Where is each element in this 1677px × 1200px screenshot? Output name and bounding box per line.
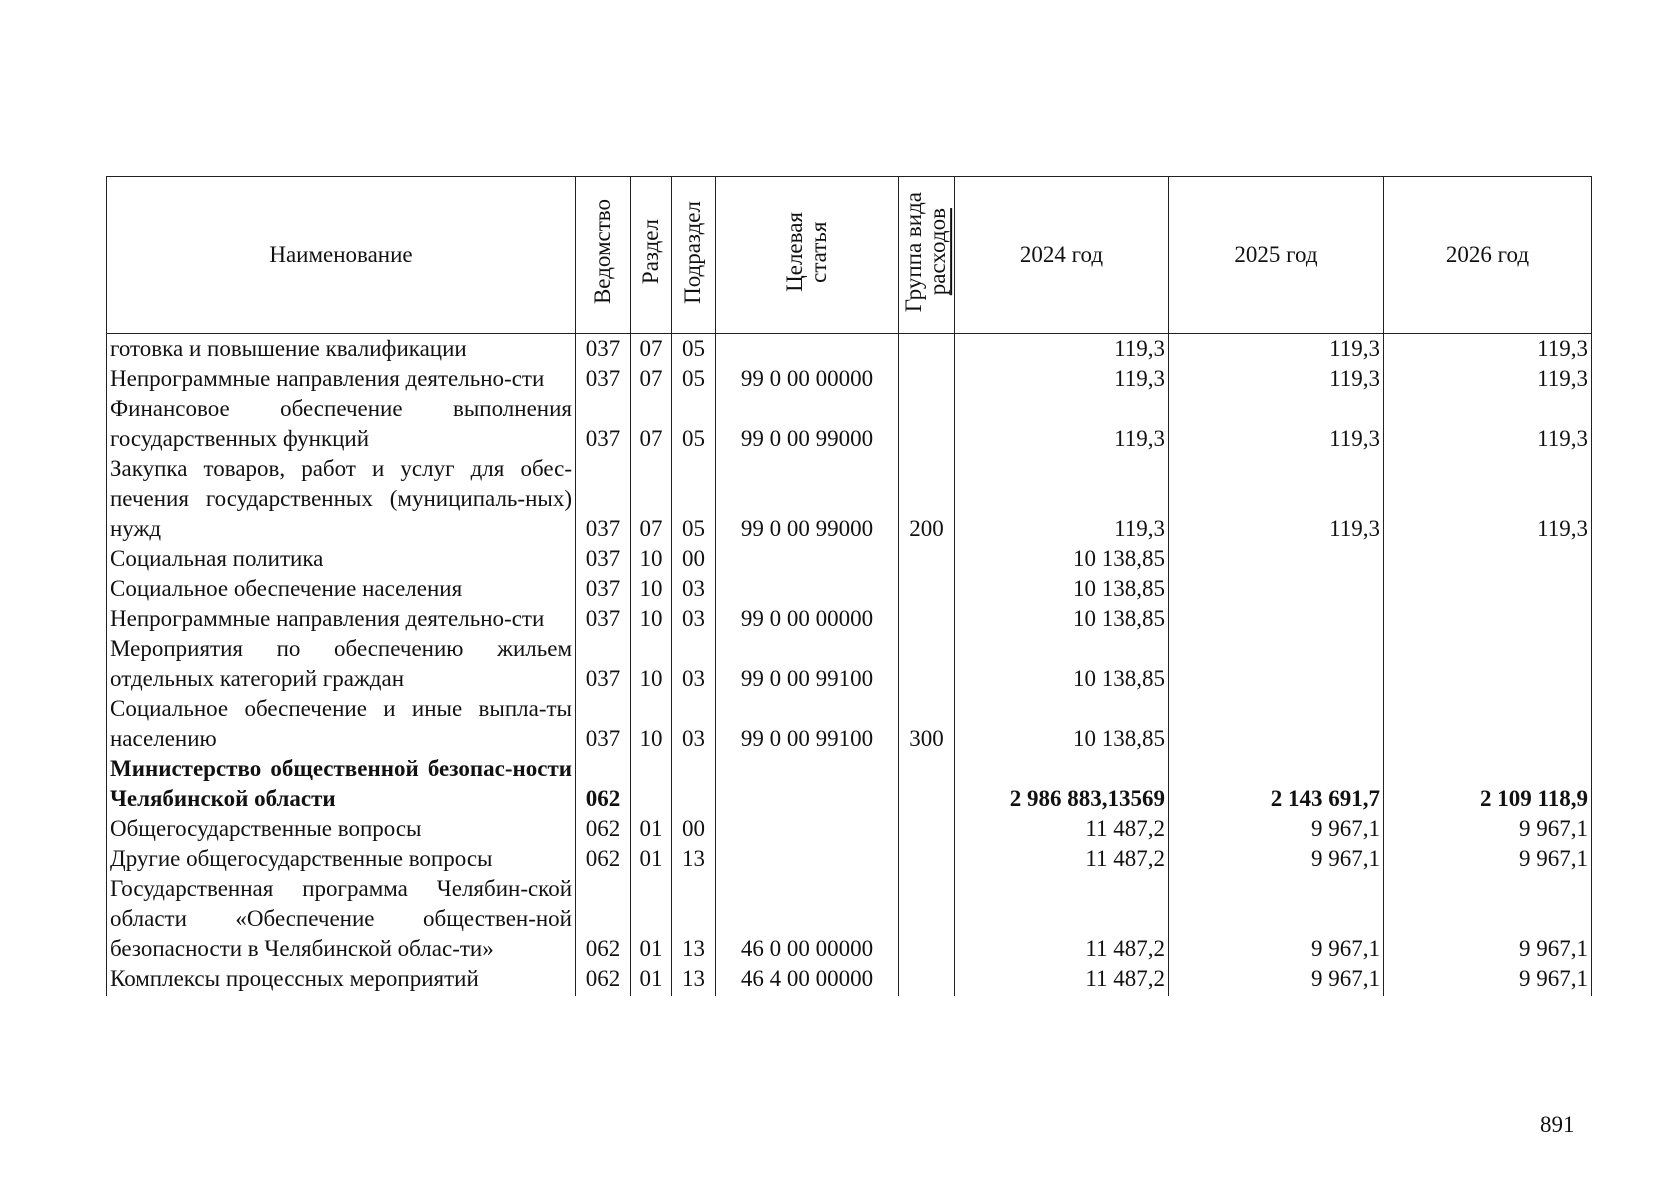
cell-2025: 9 967,1 <box>1169 964 1384 996</box>
cell-2025 <box>1169 634 1384 694</box>
cell-2026: 9 967,1 <box>1384 814 1592 844</box>
cell-2026: 9 967,1 <box>1384 964 1592 996</box>
cell-2025: 119,3 <box>1169 334 1384 365</box>
cell-celevaya-statya: 99 0 00 99000 <box>716 454 899 544</box>
cell-celevaya-statya: 46 0 00 00000 <box>716 874 899 964</box>
cell-2025: 9 967,1 <box>1169 874 1384 964</box>
cell-2025 <box>1169 694 1384 754</box>
cell-2024: 10 138,85 <box>955 634 1169 694</box>
cell-razdel: 10 <box>631 694 672 754</box>
cell-razdel: 10 <box>631 574 672 604</box>
cell-2025: 119,3 <box>1169 394 1384 454</box>
cell-name: Социальное обеспечение и иные выпла-ты населению <box>107 694 576 754</box>
table-row <box>107 454 1592 544</box>
cell-razdel: 01 <box>631 964 672 996</box>
cell-podrazdel: 00 <box>672 814 716 844</box>
cell-podrazdel: 03 <box>672 604 716 634</box>
header-podrazdel: Подраздел <box>672 177 716 334</box>
cell-2024: 119,3 <box>955 364 1169 394</box>
cell-razdel: 10 <box>631 544 672 574</box>
cell-2024: 10 138,85 <box>955 604 1169 634</box>
cell-name: Государственная программа Челябин-ской области «Обеспечение обществен-ной безопасности в Челябинской облас-ти» <box>107 874 576 964</box>
cell-2025: 119,3 <box>1169 454 1384 544</box>
header-2025: 2025 год <box>1169 177 1384 334</box>
table-row <box>107 634 1592 694</box>
cell-podrazdel: 13 <box>672 844 716 874</box>
cell-gruppa <box>899 874 955 964</box>
cell-name: Закупка товаров, работ и услуг для обес-печения государственных (муниципаль-ных) нужд <box>107 454 576 544</box>
cell-gruppa <box>899 334 955 365</box>
table-row <box>107 814 1592 844</box>
cell-vedomstvo: 037 <box>576 694 631 754</box>
cell-name: Мероприятия по обеспечению жильем отдельных категорий граждан <box>107 634 576 694</box>
header-2026: 2026 год <box>1384 177 1592 334</box>
cell-celevaya-statya: 46 4 00 00000 <box>716 964 899 996</box>
table-body <box>107 334 1592 997</box>
header-gruppa-vida-rashodov: Группа вида расходов <box>899 177 955 334</box>
cell-razdel: 07 <box>631 334 672 365</box>
cell-name: Социальная политика <box>107 544 576 574</box>
table-row <box>107 604 1592 634</box>
cell-2026: 119,3 <box>1384 334 1592 365</box>
cell-celevaya-statya: 99 0 00 99000 <box>716 394 899 454</box>
cell-celevaya-statya: 99 0 00 00000 <box>716 364 899 394</box>
cell-2024: 11 487,2 <box>955 964 1169 996</box>
cell-2024: 11 487,2 <box>955 814 1169 844</box>
cell-razdel: 01 <box>631 874 672 964</box>
cell-podrazdel: 05 <box>672 334 716 365</box>
cell-podrazdel: 00 <box>672 544 716 574</box>
cell-podrazdel: 03 <box>672 634 716 694</box>
cell-vedomstvo: 062 <box>576 874 631 964</box>
cell-gruppa <box>899 754 955 814</box>
table-row <box>107 394 1592 454</box>
cell-name: готовка и повышение квалификации <box>107 334 576 365</box>
cell-gruppa <box>899 964 955 996</box>
cell-gruppa <box>899 574 955 604</box>
cell-name: Непрограммные направления деятельно-сти <box>107 604 576 634</box>
page-number: 891 <box>1540 1112 1575 1137</box>
cell-podrazdel: 03 <box>672 694 716 754</box>
cell-2024: 11 487,2 <box>955 844 1169 874</box>
table-row <box>107 364 1592 394</box>
table-row <box>107 694 1592 754</box>
cell-podrazdel: 05 <box>672 394 716 454</box>
cell-gruppa <box>899 844 955 874</box>
cell-gruppa <box>899 604 955 634</box>
table-row <box>107 964 1592 996</box>
cell-vedomstvo: 037 <box>576 394 631 454</box>
cell-2024: 2 986 883,13569 <box>955 754 1169 814</box>
table-row <box>107 334 1592 365</box>
cell-podrazdel: 05 <box>672 364 716 394</box>
cell-gruppa <box>899 394 955 454</box>
cell-vedomstvo: 062 <box>576 814 631 844</box>
cell-vedomstvo: 062 <box>576 844 631 874</box>
cell-2026 <box>1384 694 1592 754</box>
cell-name: Министерство общественной безопас-ности Челябинской области <box>107 754 576 814</box>
cell-razdel: 07 <box>631 394 672 454</box>
cell-razdel <box>631 754 672 814</box>
table-row <box>107 754 1592 814</box>
cell-2025 <box>1169 544 1384 574</box>
cell-celevaya-statya: 99 0 00 99100 <box>716 634 899 694</box>
table-row <box>107 844 1592 874</box>
cell-vedomstvo: 037 <box>576 334 631 365</box>
cell-podrazdel <box>672 754 716 814</box>
cell-2026: 119,3 <box>1384 454 1592 544</box>
cell-2026: 9 967,1 <box>1384 844 1592 874</box>
cell-vedomstvo: 037 <box>576 454 631 544</box>
header-2024: 2024 год <box>955 177 1169 334</box>
cell-2026: 9 967,1 <box>1384 874 1592 964</box>
cell-name: Финансовое обеспечение выполнения государственных функций <box>107 394 576 454</box>
cell-2025 <box>1169 574 1384 604</box>
cell-razdel: 10 <box>631 604 672 634</box>
cell-celevaya-statya <box>716 544 899 574</box>
cell-gruppa <box>899 814 955 844</box>
header-celevaya-statya: Целевая статья <box>716 177 899 334</box>
cell-name: Социальное обеспечение населения <box>107 574 576 604</box>
cell-podrazdel: 05 <box>672 454 716 544</box>
cell-name: Непрограммные направления деятельно-сти <box>107 364 576 394</box>
cell-razdel: 10 <box>631 634 672 694</box>
cell-celevaya-statya <box>716 754 899 814</box>
cell-gruppa <box>899 634 955 694</box>
header-razdel: Раздел <box>631 177 672 334</box>
cell-2026 <box>1384 544 1592 574</box>
cell-2026: 2 109 118,9 <box>1384 754 1592 814</box>
cell-podrazdel: 03 <box>672 574 716 604</box>
cell-name: Комплексы процессных мероприятий <box>107 964 576 996</box>
cell-2026 <box>1384 634 1592 694</box>
cell-celevaya-statya <box>716 334 899 365</box>
cell-vedomstvo: 037 <box>576 544 631 574</box>
cell-vedomstvo: 062 <box>576 964 631 996</box>
cell-name: Другие общегосударственные вопросы <box>107 844 576 874</box>
cell-razdel: 07 <box>631 454 672 544</box>
cell-name: Общегосударственные вопросы <box>107 814 576 844</box>
table-row <box>107 874 1592 964</box>
cell-2024: 10 138,85 <box>955 544 1169 574</box>
header-row <box>107 177 1592 334</box>
cell-gruppa <box>899 364 955 394</box>
cell-razdel: 01 <box>631 844 672 874</box>
cell-2024: 11 487,2 <box>955 874 1169 964</box>
header-vedomstvo: Ведомство <box>576 177 631 334</box>
cell-razdel: 01 <box>631 814 672 844</box>
cell-2025: 9 967,1 <box>1169 814 1384 844</box>
cell-gruppa: 300 <box>899 694 955 754</box>
cell-celevaya-statya <box>716 844 899 874</box>
cell-podrazdel: 13 <box>672 964 716 996</box>
cell-razdel: 07 <box>631 364 672 394</box>
cell-2025: 2 143 691,7 <box>1169 754 1384 814</box>
cell-celevaya-statya: 99 0 00 99100 <box>716 694 899 754</box>
cell-celevaya-statya: 99 0 00 00000 <box>716 604 899 634</box>
cell-gruppa <box>899 544 955 574</box>
table-row <box>107 544 1592 574</box>
cell-2024: 119,3 <box>955 454 1169 544</box>
header-name: Наименование <box>107 177 576 334</box>
cell-2024: 10 138,85 <box>955 574 1169 604</box>
cell-podrazdel: 13 <box>672 874 716 964</box>
cell-2026 <box>1384 604 1592 634</box>
cell-2025 <box>1169 604 1384 634</box>
cell-2024: 119,3 <box>955 394 1169 454</box>
table-row <box>107 574 1592 604</box>
budget-table <box>106 176 1592 996</box>
cell-celevaya-statya <box>716 814 899 844</box>
cell-2025: 119,3 <box>1169 364 1384 394</box>
cell-vedomstvo: 037 <box>576 604 631 634</box>
cell-vedomstvo: 062 <box>576 754 631 814</box>
cell-2026: 119,3 <box>1384 394 1592 454</box>
cell-2024: 119,3 <box>955 334 1169 365</box>
cell-celevaya-statya <box>716 574 899 604</box>
cell-gruppa: 200 <box>899 454 955 544</box>
cell-2026: 119,3 <box>1384 364 1592 394</box>
cell-vedomstvo: 037 <box>576 364 631 394</box>
cell-2026 <box>1384 574 1592 604</box>
cell-vedomstvo: 037 <box>576 634 631 694</box>
cell-2025: 9 967,1 <box>1169 844 1384 874</box>
cell-vedomstvo: 037 <box>576 574 631 604</box>
cell-2024: 10 138,85 <box>955 694 1169 754</box>
